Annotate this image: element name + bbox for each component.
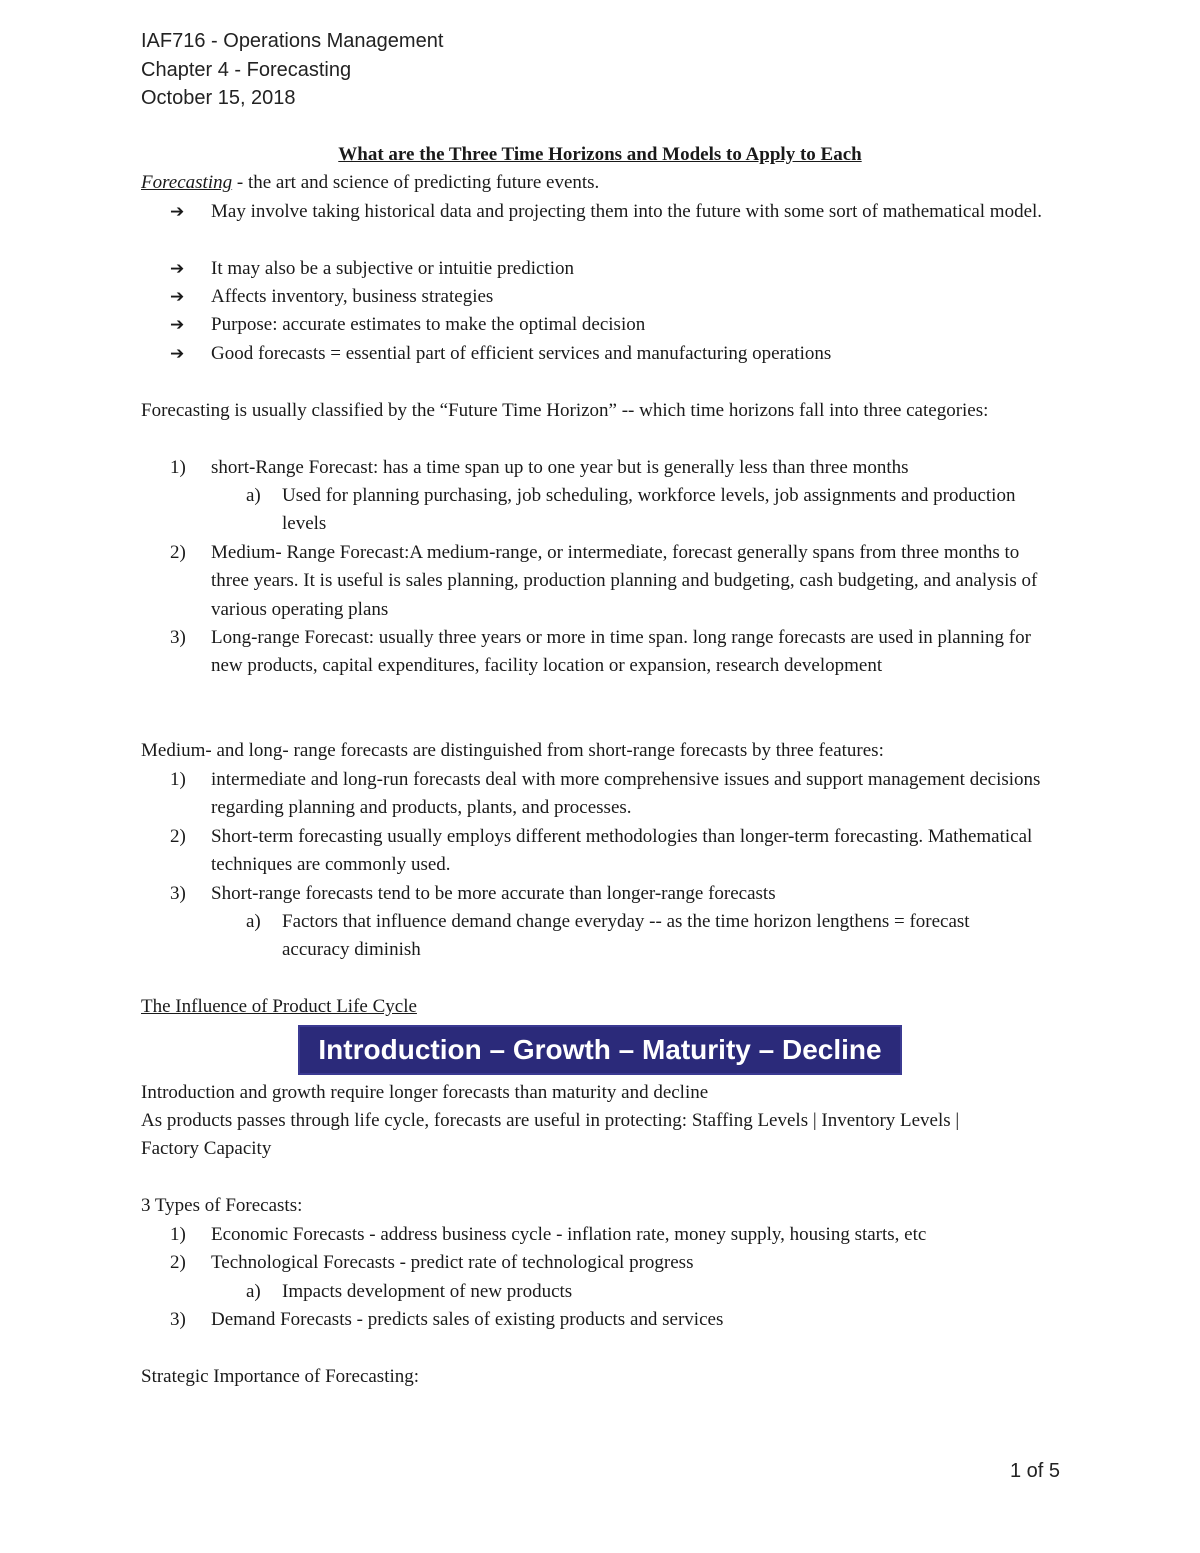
list-item — [170, 539, 1050, 624]
list-text: Long-range Forecast: usually three years or more in time span. long range forecasts are used in planning for new products, capital expenditures, facility location or expansion, research development — [211, 627, 1031, 677]
list-item — [170, 823, 1050, 880]
arrow-bullet — [170, 255, 1050, 283]
list-marker: a) — [246, 485, 261, 506]
list-text: Demand Forecasts - predicts sales of existing products and services — [211, 1309, 724, 1330]
bullet-text: May involve taking historical data and projecting them into the future with some sort of mathematical model. — [211, 201, 1043, 222]
bullet-text: It may also be a subjective or intuitie prediction — [211, 258, 575, 279]
list-marker: a) — [246, 911, 261, 932]
list-marker: a) — [246, 1281, 261, 1302]
arrow-icon: ➔ — [170, 315, 185, 335]
page-number: 1 of 5 — [1009, 1460, 1060, 1482]
bullet-text: Purpose: accurate estimates to make the optimal decision — [211, 314, 646, 335]
list-marker: 2) — [170, 542, 186, 563]
paragraph: Medium- and long- range forecasts are distinguished from short-range forecasts by three features: — [141, 740, 884, 761]
list-marker: 1) — [170, 1224, 186, 1245]
list-marker: 1) — [170, 769, 186, 790]
list-text: Factors that influence demand change everyday -- as the time horizon lengthens = forecast accuracy diminish — [282, 911, 970, 961]
list-text: Economic Forecasts - address business cycle - inflation rate, money supply, housing starts, etc — [211, 1224, 927, 1245]
list-item — [170, 1249, 1050, 1277]
list-item — [170, 454, 1050, 482]
arrow-icon: ➔ — [170, 202, 185, 222]
arrow-bullet — [170, 311, 1050, 339]
list-marker: 3) — [170, 1309, 186, 1330]
list-marker: 3) — [170, 883, 186, 904]
list-item — [246, 482, 1046, 539]
list-text: intermediate and long-run forecasts deal with more comprehensive issues and support management decisions regarding planning and products, plants, and processes. — [211, 769, 1041, 819]
life-cycle-banner: Introduction – Growth – Maturity – Decline — [298, 1025, 902, 1075]
paragraph: 3 Types of Forecasts: — [141, 1195, 303, 1216]
arrow-icon: ➔ — [170, 259, 185, 279]
list-item — [170, 624, 1050, 681]
section-heading: Strategic Importance of Forecasting: — [141, 1366, 420, 1387]
list-marker: 3) — [170, 627, 186, 648]
bullet-text: Affects inventory, business strategies — [211, 286, 494, 307]
section-heading: The Influence of Product Life Cycle — [141, 996, 417, 1017]
list-text: short-Range Forecast: has a time span up to one year but is generally less than three months — [211, 457, 909, 478]
arrow-bullet — [170, 283, 1050, 311]
definition-text: - the art and science of predicting future events. — [232, 172, 600, 193]
arrow-icon: ➔ — [170, 344, 185, 364]
arrow-bullet — [170, 340, 1050, 368]
definition-line — [141, 169, 1061, 197]
list-text: Short-term forecasting usually employs different methodologies than longer-term forecasting. Mathematical techniques are commonly used. — [211, 826, 1033, 876]
paragraph: Introduction and growth require longer forecasts than maturity and decline — [141, 1082, 709, 1103]
arrow-icon: ➔ — [170, 287, 185, 307]
list-item — [246, 1278, 1046, 1306]
list-text: Short-range forecasts tend to be more accurate than longer-range forecasts — [211, 883, 776, 904]
list-item — [170, 1306, 1050, 1334]
list-item — [170, 766, 1050, 823]
document-date: October 15, 2018 — [141, 87, 296, 109]
bullet-text: Good forecasts = essential part of efficient services and manufacturing operations — [211, 343, 832, 364]
arrow-bullet — [170, 198, 1050, 226]
list-item — [170, 1221, 1050, 1249]
paragraph: As products passes through life cycle, forecasts are useful in protecting: Staffing Levels | Inventory Levels | Factory Capacity — [141, 1110, 960, 1160]
list-text: Technological Forecasts - predict rate of technological progress — [211, 1252, 694, 1273]
chapter-title: Chapter 4 - Forecasting — [141, 59, 352, 81]
section-title: What are the Three Time Horizons and Models to Apply to Each — [338, 144, 862, 165]
list-text: Impacts development of new products — [282, 1281, 573, 1302]
course-title: IAF716 - Operations Management — [141, 30, 444, 52]
list-marker: 2) — [170, 1252, 186, 1273]
list-text: Medium- Range Forecast:A medium-range, or intermediate, forecast generally spans from three months to three years. It is useful is sales planning, production planning and budgeting, cash budgeting, and analysis of various operating plans — [211, 542, 1038, 620]
list-item — [246, 908, 1006, 965]
list-marker: 2) — [170, 826, 186, 847]
list-item — [170, 880, 1050, 908]
definition-term: Forecasting — [141, 172, 233, 193]
list-marker: 1) — [170, 457, 186, 478]
paragraph: Forecasting is usually classified by the “Future Time Horizon” -- which time horizons fall into three categories: — [141, 400, 989, 421]
list-text: Used for planning purchasing, job scheduling, workforce levels, job assignments and production levels — [282, 485, 1016, 535]
